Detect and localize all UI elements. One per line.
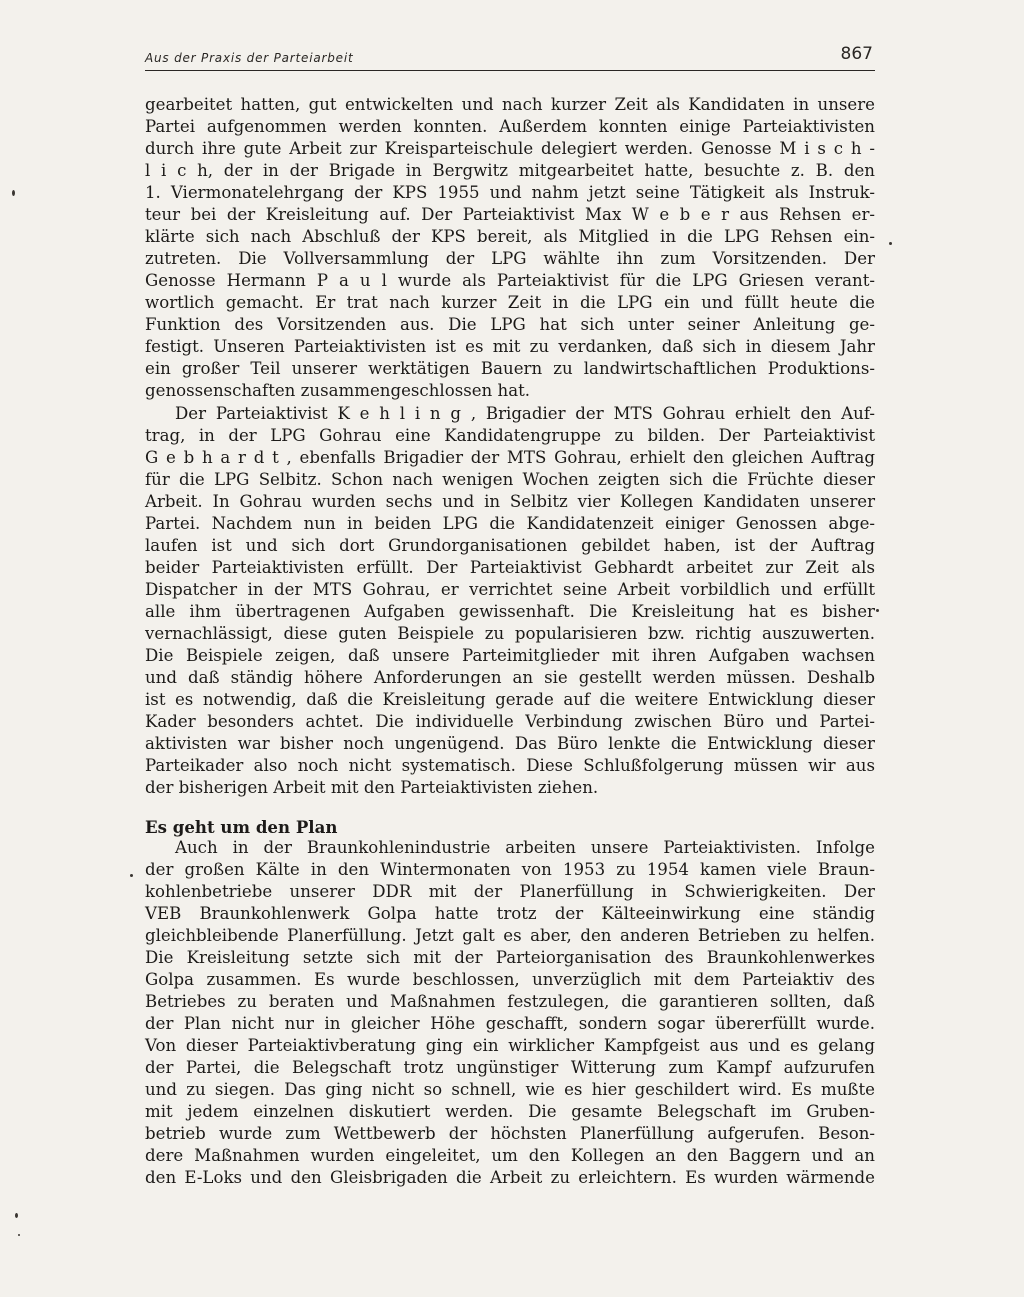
text-line: gearbeitet hatten, gut entwickelten und nach kurzer Zeit als Kandidaten in unsere: [145, 95, 875, 114]
text-line: Funktion des Vorsitzenden aus. Die LPG hat sich unter seiner Anleitung ge-: [145, 315, 875, 334]
scan-speck: [15, 1213, 18, 1218]
text-line: klärte sich nach Abschluß der KPS bereit, als Mitglied in die LPG Rehsen ein-: [145, 227, 875, 246]
text-line: durch ihre gute Arbeit zur Kreisparteischule delegiert werden. Genosse M i s c h -: [145, 139, 875, 158]
section-heading: Es geht um den Plan: [145, 817, 338, 837]
text-line: kohlenbetriebe unserer DDR mit der Planerfüllung in Schwierigkeiten. Der: [145, 882, 875, 901]
text-line: genossenschaften zusammengeschlossen hat.: [145, 381, 531, 400]
text-line: gleichbleibende Planerfüllung. Jetzt galt es aber, den anderen Betrieben zu helfen.: [145, 926, 875, 945]
paragraph-1: [145, 94, 875, 402]
text-line: Die Beispiele zeigen, daß unsere Parteimitglieder mit ihren Aufgaben wachsen: [145, 646, 875, 665]
text-line: teur bei der Kreisleitung auf. Der Parteiaktivist Max W e b e r aus Rehsen er-: [145, 205, 875, 224]
text-line: der Plan nicht nur in gleicher Höhe geschafft, sondern sogar übererfüllt wurde.: [145, 1014, 875, 1033]
text-line: trag, in der LPG Gohrau eine Kandidatengruppe zu bilden. Der Parteiaktivist: [145, 426, 875, 445]
text-line: Die Kreisleitung setzte sich mit der Parteiorganisation des Braunkohlenwerkes: [145, 948, 875, 967]
text-line: mit jedem einzelnen diskutiert werden. Die gesamte Belegschaft im Gruben-: [145, 1102, 875, 1121]
text-line: Partei. Nachdem nun in beiden LPG die Kandidatenzeit einiger Genossen abge-: [145, 514, 875, 533]
text-line: ist es notwendig, daß die Kreisleitung gerade auf die weitere Entwicklung dieser: [145, 690, 875, 709]
scan-speck: [889, 242, 892, 245]
paragraph-2: [145, 403, 875, 799]
text-line: dere Maßnahmen wurden eingeleitet, um den Kollegen an den Baggern und an: [145, 1146, 875, 1165]
text-line: zutreten. Die Vollversammlung der LPG wählte ihn zum Vorsitzenden. Der: [145, 249, 875, 268]
text-line: betrieb wurde zum Wettbewerb der höchsten Planerfüllung aufgerufen. Beson-: [145, 1124, 875, 1143]
scan-speck: [12, 190, 15, 196]
text-line: und daß ständig höhere Anforderungen an sie gestellt werden müssen. Deshalb: [145, 668, 875, 687]
text-line: für die LPG Selbitz. Schon nach wenigen Wochen zeigten sich die Früchte dieser: [145, 470, 875, 489]
text-line: vernachlässigt, diese guten Beispiele zu popularisieren bzw. richtig auszuwerten.: [145, 624, 875, 643]
text-line: beider Parteiaktivisten erfüllt. Der Parteiaktivist Gebhardt arbeitet zur Zeit als: [145, 558, 875, 577]
paragraph-3: [145, 837, 875, 1189]
text-line: laufen ist und sich dort Grundorganisationen gebildet haben, ist der Auftrag: [145, 536, 875, 555]
text-line: Von dieser Parteiaktivberatung ging ein wirklicher Kampfgeist aus und es gelang: [145, 1036, 875, 1055]
text-line: Auch in der Braunkohlenindustrie arbeiten unsere Parteiaktivisten. Infolge: [175, 838, 875, 857]
text-line: Parteikader also noch nicht systematisch. Diese Schlußfolgerung müssen wir aus: [145, 756, 875, 775]
text-line: Partei aufgenommen werden konnten. Außerdem konnten einige Parteiaktivisten: [145, 117, 875, 136]
text-line: l i c h, der in der Brigade in Bergwitz mitgearbeitet hatte, besuchte z. B. den: [145, 161, 875, 180]
text-line: aktivisten war bisher noch ungenügend. Das Büro lenkte die Entwicklung dieser: [145, 734, 875, 753]
text-line: Der Parteiaktivist K e h l i n g , Brigadier der MTS Gohrau erhielt den Auf-: [175, 404, 875, 423]
text-line: Genosse Hermann P a u l wurde als Parteiaktivist für die LPG Griesen verant-: [145, 271, 875, 290]
text-line: festigt. Unseren Parteiaktivisten ist es mit zu verdanken, daß sich in diesem Jahr: [145, 337, 875, 356]
text-line: Dispatcher in der MTS Gohrau, er verrichtet seine Arbeit vorbildlich und erfüllt: [145, 580, 875, 599]
text-line: Arbeit. In Gohrau wurden sechs und in Selbitz vier Kollegen Kandidaten unserer: [145, 492, 875, 511]
text-line: Golpa zusammen. Es wurde beschlossen, unverzüglich mit dem Parteiaktiv des: [145, 970, 875, 989]
text-line: VEB Braunkohlenwerk Golpa hatte trotz der Kälteeinwirkung eine ständig: [145, 904, 875, 923]
text-line: den E-Loks und den Gleisbrigaden die Arbeit zu erleichtern. Es wurden wärmende: [145, 1168, 875, 1187]
text-line: der Partei, die Belegschaft trotz ungünstiger Witterung zum Kampf aufzurufen: [145, 1058, 875, 1077]
text-line: der bisherigen Arbeit mit den Parteiaktivisten ziehen.: [145, 778, 599, 797]
scan-speck: [130, 874, 133, 877]
text-line: 1. Viermonatelehrgang der KPS 1955 und nahm jetzt seine Tätigkeit als Instruk-: [145, 183, 875, 202]
text-line: alle ihm übertragenen Aufgaben gewissenhaft. Die Kreisleitung hat es bisher: [145, 602, 875, 621]
text-line: ein großer Teil unserer werktätigen Bauern zu landwirtschaftlichen Produktions-: [145, 359, 875, 378]
page-number: 867: [840, 44, 873, 64]
text-line: wortlich gemacht. Er trat nach kurzer Zeit in die LPG ein und füllt heute die: [145, 293, 875, 312]
running-title: Aus der Praxis der Parteiarbeit: [145, 51, 354, 65]
running-header: [145, 44, 875, 71]
text-line: Kader besonders achtet. Die individuelle Verbindung zwischen Büro und Partei-: [145, 712, 875, 731]
text-line: G e b h a r d t , ebenfalls Brigadier der MTS Gohrau, erhielt den gleichen Auftrag: [145, 448, 875, 467]
text-line: Betriebes zu beraten und Maßnahmen festzulegen, die garantieren sollten, daß: [145, 992, 875, 1011]
scan-speck: [876, 609, 879, 612]
text-line: und zu siegen. Das ging nicht so schnell, wie es hier geschildert wird. Es mußte: [145, 1080, 875, 1099]
text-line: der großen Kälte in den Wintermonaten von 1953 zu 1954 kamen viele Braun-: [145, 860, 875, 879]
scan-speck: [18, 1234, 20, 1236]
